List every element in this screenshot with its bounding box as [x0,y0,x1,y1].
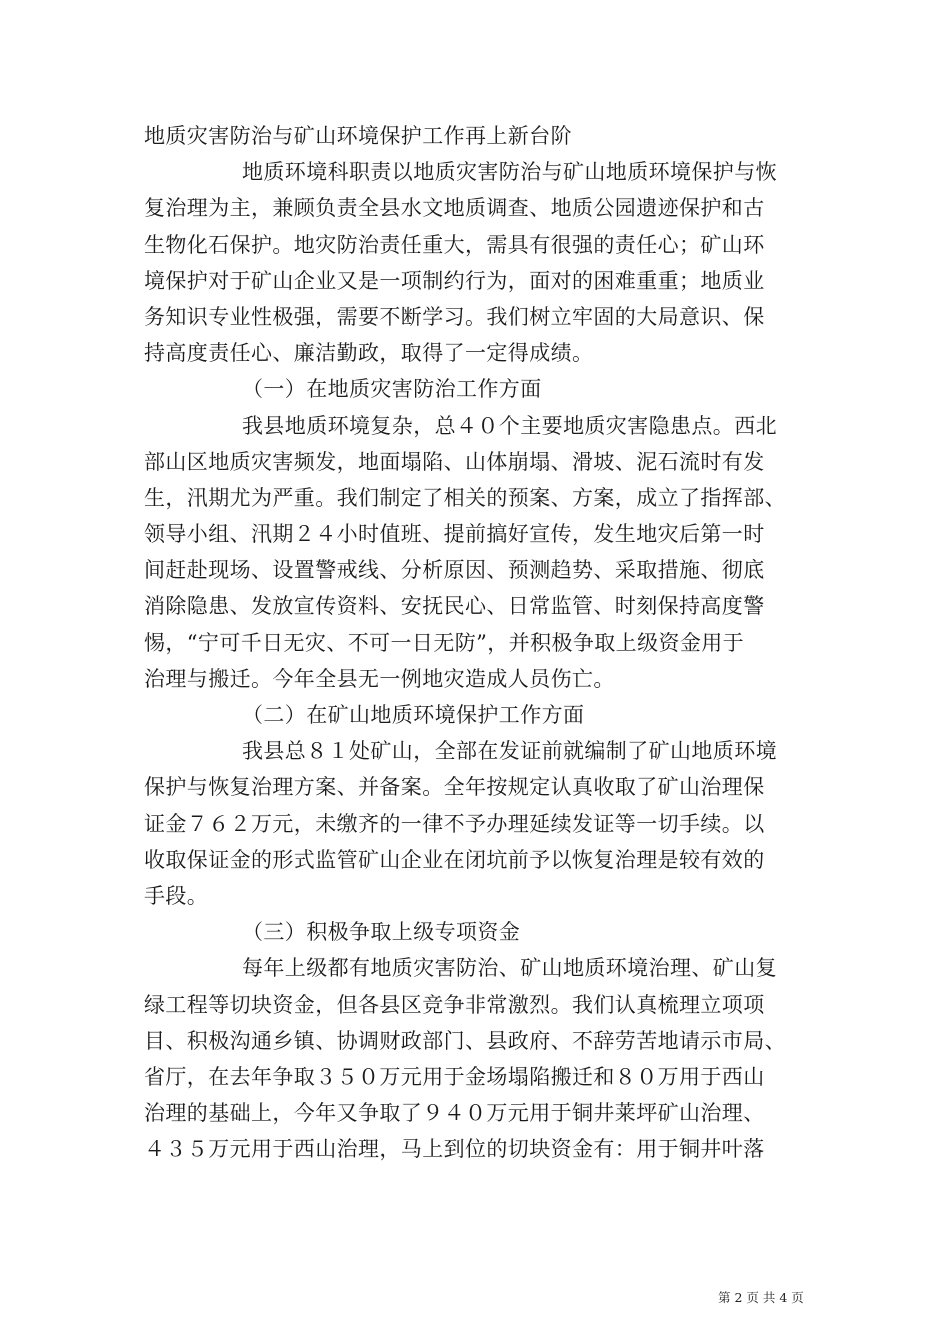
text-line: 间赶赴现场、设置警戒线、分析原因、预测趋势、采取措施、彻底 [144,558,765,583]
text-line: 保护与恢复治理方案、并备案。全年按规定认真收取了矿山治理保 [144,775,765,800]
document-body [144,118,824,1167]
text-line: 部山区地质灾害频发，地面塌陷、山体崩塌、滑坡、泥石流时有发 [144,449,765,474]
text-line: 绿工程等切块资金，但各县区竞争非常激烈。我们认真梳理立项项 [144,992,765,1017]
text-line: 地质环境科职责以地质灾害防治与矿山地质环境保护与恢 [242,160,777,185]
text-line: 治理的基础上，今年又争取了９４０万元用于铜井莱坪矿山治理、 [144,1101,765,1126]
text-line: 持高度责任心、廉洁勤政，取得了一定得成绩。 [144,341,594,366]
text-line: 省厅，在去年争取３５０万元用于金场塌陷搬迁和８０万用于西山 [144,1064,765,1089]
text-line: （二）在矿山地质环境保护工作方面 [242,703,585,727]
text-line: （三）积极争取上级专项资金 [242,920,521,945]
text-line: （一）在地质灾害防治工作方面 [242,377,542,402]
text-line: 治理与搬迁。今年全县无一例地灾造成人员伤亡。 [144,666,615,691]
text-line: 收取保证金的形式监管矿山企业在闭坑前予以恢复治理是较有效的 [144,847,765,872]
text-line: 目、积极沟通乡镇、协调财政部门、县政府、不辞劳苦地请示市局、 [144,1028,786,1053]
text-line: 领导小组、汛期２４小时值班、提前搞好宣传，发生地灾后第一时 [144,522,765,547]
text-line: 复治理为主，兼顾负责全县水文地质调查、地质公园遗迹保护和古 [144,196,765,221]
text-line: ４３５万元用于西山治理，马上到位的切块资金有：用于铜井叶落 [144,1137,765,1162]
text-line: 我县总８１处矿山，全部在发证前就编制了矿山地质环境 [242,739,777,764]
text-line: 惕，“宁可千日无灾、不可一日无防”，并积极争取上级资金用于 [144,630,745,655]
text-line: 境保护对于矿山企业又是一项制约行为，面对的困难重重；地质业 [144,268,765,293]
page-footer: 第 2 页 共 4 页 [718,1290,804,1305]
text-line: 生物化石保护。地灾防治责任重大，需具有很强的责任心；矿山环 [144,232,765,257]
text-line: 手段。 [144,883,209,908]
text-line: 地质灾害防治与矿山环境保护工作再上新台阶 [144,124,572,148]
text-line: 消除隐患、发放宣传资料、安抚民心、日常监管、时刻保持高度警 [144,594,765,619]
text-line: 每年上级都有地质灾害防治、矿山地质环境治理、矿山复 [242,956,777,981]
text-line: 务知识专业性极强，需要不断学习。我们树立牢固的大局意识、保 [144,304,765,329]
text-line: 生，汛期尤为严重。我们制定了相关的预案、方案，成立了指挥部、 [144,485,786,510]
text-line: 我县地质环境复杂，总４０个主要地质灾害隐患点。西北 [242,413,777,438]
text-line: 证金７６２万元，未缴齐的一律不予办理延续发证等一切手续。以 [144,811,765,836]
